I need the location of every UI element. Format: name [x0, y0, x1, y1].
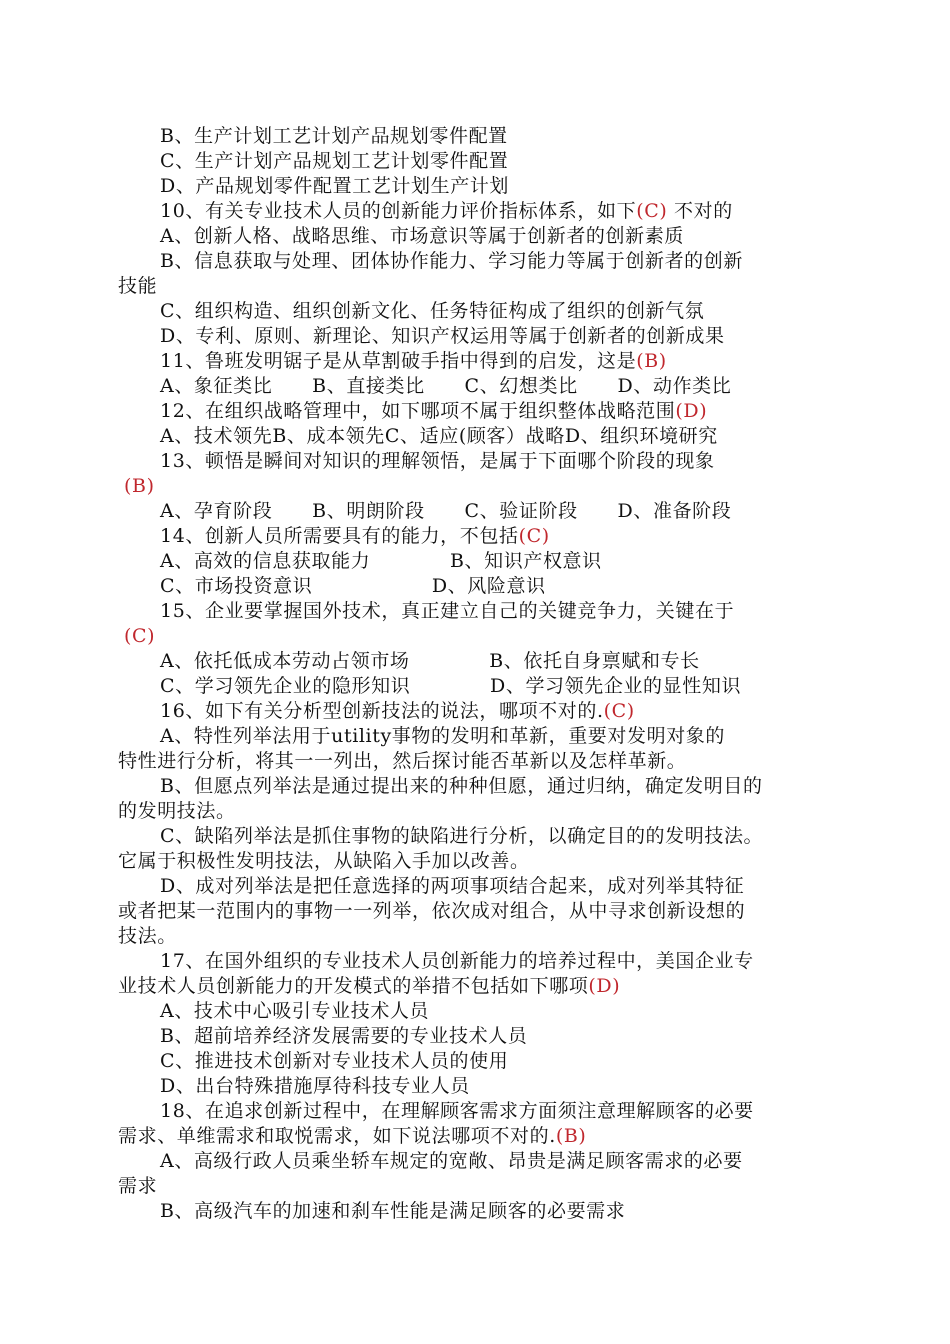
- option-line: B、信息获取与处理、团体协作能力、学习能力等属于创新者的创新: [160, 250, 743, 272]
- option-line: C、组织构造、组织创新文化、任务特征构成了组织的创新气氛: [160, 300, 705, 322]
- option-line: A、依托低成本劳动占领市场 B、依托自身禀赋和专长: [160, 650, 700, 672]
- answer-mark: (C): [518, 525, 550, 547]
- answer-mark: (D): [588, 975, 621, 997]
- text-line: 需求: [118, 1175, 158, 1197]
- text-line: 或者把某一范围内的事物一一列举，依次成对组合，从中寻求创新设想的: [118, 900, 746, 922]
- option-line: D、专利、原则、新理论、知识产权运用等属于创新者的创新成果: [160, 325, 725, 347]
- text-line: 需求、单维需求和取悦需求，如下说法哪项不对的.(B): [118, 1125, 587, 1147]
- question-12: 12、在组织战略管理中，如下哪项不属于组织整体战略范围(D): [160, 400, 708, 422]
- question-11: 11、鲁班发明锯子是从草割破手指中得到的启发，这是(B): [160, 350, 667, 372]
- option-line: A、技术中心吸引专业技术人员: [160, 1000, 430, 1022]
- answer-mark: (D): [675, 400, 708, 422]
- option-line: A、创新人格、战略思维、市场意识等属于创新者的创新素质: [160, 225, 684, 247]
- question-17: 17、在国外组织的专业技术人员创新能力的培养过程中，美国企业专: [160, 950, 754, 972]
- answer-line: [124, 474, 155, 499]
- option-line: A、高效的信息获取能力 B、知识产权意识: [160, 550, 602, 572]
- question-18: 18、在追求创新过程中，在理解顾客需求方面须注意理解顾客的必要: [160, 1100, 754, 1122]
- text-line: 的发明技法。: [118, 800, 236, 822]
- text-line: 它属于积极性发明技法，从缺陷入手加以改善。: [118, 850, 530, 872]
- text-line: C、生产计划产品规划工艺计划零件配置: [160, 150, 509, 172]
- text-line: 技法。: [118, 925, 177, 947]
- text-line: 特性进行分析，将其一一列出，然后探讨能否革新以及怎样革新。: [118, 750, 687, 772]
- answer-line: [124, 624, 155, 649]
- option-line: D、出台特殊措施厚待科技专业人员: [160, 1075, 470, 1097]
- question-10: 10、有关专业技术人员的创新能力评价指标体系，如下(C) 不对的: [160, 200, 733, 222]
- answer-mark: (C): [124, 625, 156, 647]
- text-line: 技能: [118, 275, 158, 297]
- option-line: B、超前培养经济发展需要的专业技术人员: [160, 1025, 528, 1047]
- option-line: A、特性列举法用于utility事物的发明和革新，重要对发明对象的: [160, 725, 725, 747]
- option-line: A、孕育阶段 B、明朗阶段 C、验证阶段 D、准备阶段: [160, 500, 732, 522]
- answer-mark: (C): [603, 700, 635, 722]
- option-line: B、但愿点列举法是通过提出来的种种但愿，通过归纳，确定发明目的: [160, 775, 763, 797]
- text-line: B、生产计划工艺计划产品规划零件配置: [160, 125, 508, 147]
- option-line: C、市场投资意识 D、风险意识: [160, 575, 546, 597]
- option-line: A、高级行政人员乘坐轿车规定的宽敞、昂贵是满足顾客需求的必要: [160, 1150, 743, 1172]
- option-line: A、象征类比 B、直接类比 C、幻想类比 D、动作类比: [160, 375, 732, 397]
- option-line: C、学习领先企业的隐形知识 D、学习领先企业的显性知识: [160, 675, 742, 697]
- question-15: 15、企业要掌握国外技术，真正建立自己的关键竞争力，关键在于: [160, 600, 735, 622]
- option-line: C、推进技术创新对专业技术人员的使用: [160, 1050, 509, 1072]
- answer-mark: (C): [636, 200, 668, 222]
- option-line: A、技术领先B、成本领先C、适应(顾客）战略D、组织环境研究: [160, 425, 718, 447]
- answer-mark: (B): [636, 350, 667, 372]
- option-line: B、高级汽车的加速和刹车性能是满足顾客的必要需求: [160, 1200, 626, 1222]
- answer-mark: (B): [555, 1125, 587, 1147]
- question-16: 16、如下有关分析型创新技法的说法，哪项不对的.(C): [160, 700, 635, 722]
- question-14: 14、创新人员所需要具有的能力，不包括(C): [160, 525, 550, 547]
- question-13: 13、顿悟是瞬间对知识的理解领悟，是属于下面哪个阶段的现象: [160, 450, 715, 472]
- text-line: D、产品规划零件配置工艺计划生产计划: [160, 175, 510, 197]
- answer-mark: (B): [124, 475, 155, 497]
- text-line: 业技术人员创新能力的开发模式的举措不包括如下哪项(D): [118, 975, 621, 997]
- option-line: D、成对列举法是把任意选择的两项事项结合起来，成对列举其特征: [160, 875, 745, 897]
- option-line: C、缺陷列举法是抓住事物的缺陷进行分析，以确定目的的发明技法。: [160, 825, 764, 847]
